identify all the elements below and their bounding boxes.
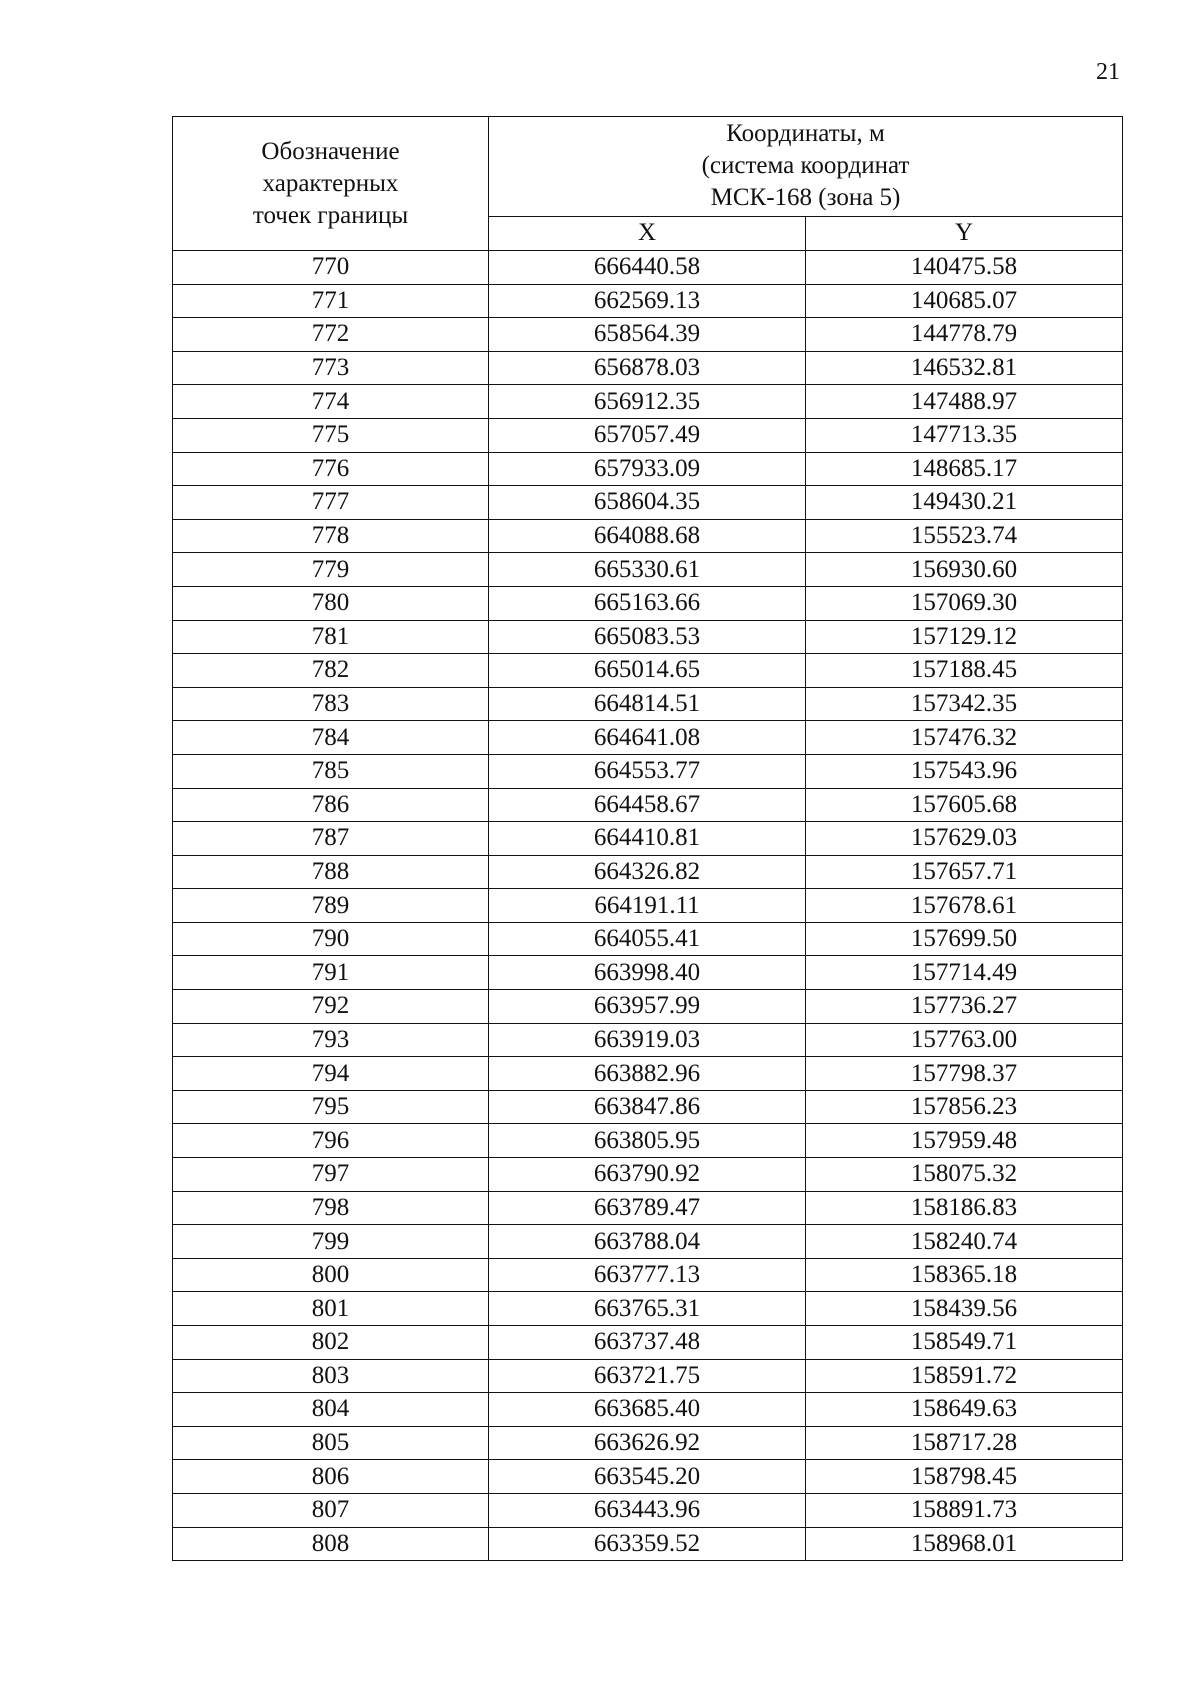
y-value-cell: 157069.30 (806, 586, 1123, 620)
header-y: Y (806, 216, 1123, 250)
page-number: 21 (1096, 59, 1120, 85)
y-value-cell: 158075.32 (806, 1158, 1123, 1192)
header-point-line-2: характерных (262, 169, 399, 197)
y-value-cell: 157342.35 (806, 687, 1123, 721)
y-value-cell: 158649.63 (806, 1393, 1123, 1427)
y-value-cell: 157188.45 (806, 654, 1123, 688)
table-row (173, 1191, 1123, 1225)
table-row (173, 1393, 1123, 1427)
x-value-cell: 663721.75 (489, 1359, 806, 1393)
point-id-cell: 790 (173, 922, 489, 956)
x-value-cell: 664458.67 (489, 788, 806, 822)
table-row (173, 1426, 1123, 1460)
header-point-line-1: Обозначение (261, 137, 400, 165)
point-id-cell: 774 (173, 385, 489, 419)
point-id-cell: 799 (173, 1225, 489, 1259)
point-id-cell: 798 (173, 1191, 489, 1225)
x-value-cell: 665083.53 (489, 620, 806, 654)
point-id-cell: 808 (173, 1527, 489, 1561)
table-row (173, 822, 1123, 856)
table-row (173, 553, 1123, 587)
y-value-cell: 157959.48 (806, 1124, 1123, 1158)
y-value-cell: 157605.68 (806, 788, 1123, 822)
table-row (173, 1090, 1123, 1124)
y-value-cell: 149430.21 (806, 486, 1123, 520)
y-value-cell: 157678.61 (806, 889, 1123, 923)
table-row (173, 687, 1123, 721)
y-value-cell: 146532.81 (806, 351, 1123, 385)
x-value-cell: 666440.58 (489, 251, 806, 285)
x-value-cell: 665163.66 (489, 586, 806, 620)
x-value-cell: 663788.04 (489, 1225, 806, 1259)
y-value-cell: 158717.28 (806, 1426, 1123, 1460)
point-id-cell: 807 (173, 1493, 489, 1527)
x-value-cell: 663957.99 (489, 990, 806, 1024)
point-id-cell: 789 (173, 889, 489, 923)
y-value-cell: 147713.35 (806, 418, 1123, 452)
y-value-cell: 140685.07 (806, 284, 1123, 318)
x-value-cell: 663737.48 (489, 1326, 806, 1360)
x-value-cell: 663626.92 (489, 1426, 806, 1460)
x-value-cell: 663805.95 (489, 1124, 806, 1158)
x-value-cell: 664055.41 (489, 922, 806, 956)
table-row (173, 1225, 1123, 1259)
x-value-cell: 664088.68 (489, 519, 806, 553)
x-value-cell: 663443.96 (489, 1493, 806, 1527)
x-value-cell: 662569.13 (489, 284, 806, 318)
table-row (173, 1359, 1123, 1393)
y-value-cell: 157476.32 (806, 721, 1123, 755)
table-row (173, 990, 1123, 1024)
point-id-cell: 780 (173, 586, 489, 620)
point-id-cell: 805 (173, 1426, 489, 1460)
header-point-line-3: точек границы (252, 201, 409, 229)
point-id-cell: 796 (173, 1124, 489, 1158)
y-value-cell: 157714.49 (806, 956, 1123, 990)
table-row (173, 1493, 1123, 1527)
y-value-cell: 157129.12 (806, 620, 1123, 654)
point-id-cell: 771 (173, 284, 489, 318)
x-value-cell: 657057.49 (489, 418, 806, 452)
y-value-cell: 158365.18 (806, 1258, 1123, 1292)
table-body (173, 251, 1123, 1561)
table-row (173, 620, 1123, 654)
point-id-cell: 802 (173, 1326, 489, 1360)
x-value-cell: 663765.31 (489, 1292, 806, 1326)
table-row (173, 1258, 1123, 1292)
x-value-cell: 663777.13 (489, 1258, 806, 1292)
point-id-cell: 786 (173, 788, 489, 822)
y-value-cell: 157699.50 (806, 922, 1123, 956)
point-id-cell: 804 (173, 1393, 489, 1427)
point-id-cell: 784 (173, 721, 489, 755)
x-value-cell: 663545.20 (489, 1460, 806, 1494)
table-row (173, 486, 1123, 520)
table-row (173, 721, 1123, 755)
point-id-cell: 777 (173, 486, 489, 520)
y-value-cell: 156930.60 (806, 553, 1123, 587)
y-value-cell: 148685.17 (806, 452, 1123, 486)
table-row (173, 251, 1123, 285)
point-id-cell: 795 (173, 1090, 489, 1124)
x-value-cell: 658564.39 (489, 318, 806, 352)
y-value-cell: 157543.96 (806, 754, 1123, 788)
x-value-cell: 664326.82 (489, 855, 806, 889)
table-row (173, 1124, 1123, 1158)
table-row (173, 1527, 1123, 1561)
table-row (173, 284, 1123, 318)
header-coords-line-1: Координаты, м (726, 120, 885, 148)
x-value-cell: 665330.61 (489, 553, 806, 587)
y-value-cell: 158186.83 (806, 1191, 1123, 1225)
y-value-cell: 158549.71 (806, 1326, 1123, 1360)
x-value-cell: 664553.77 (489, 754, 806, 788)
x-value-cell: 663847.86 (489, 1090, 806, 1124)
y-value-cell: 147488.97 (806, 385, 1123, 419)
point-id-cell: 801 (173, 1292, 489, 1326)
header-point-designation (173, 117, 489, 251)
table-row (173, 1057, 1123, 1091)
table-row (173, 586, 1123, 620)
point-id-cell: 792 (173, 990, 489, 1024)
header-coords-line-3: МСК-168 (зона 5) (710, 184, 901, 212)
point-id-cell: 770 (173, 251, 489, 285)
table-row (173, 1326, 1123, 1360)
point-id-cell: 772 (173, 318, 489, 352)
y-value-cell: 144778.79 (806, 318, 1123, 352)
x-value-cell: 663685.40 (489, 1393, 806, 1427)
point-id-cell: 785 (173, 754, 489, 788)
table-row (173, 754, 1123, 788)
x-value-cell: 656878.03 (489, 351, 806, 385)
point-id-cell: 793 (173, 1023, 489, 1057)
x-value-cell: 665014.65 (489, 654, 806, 688)
table-row (173, 956, 1123, 990)
y-value-cell: 158591.72 (806, 1359, 1123, 1393)
point-id-cell: 800 (173, 1258, 489, 1292)
y-value-cell: 157763.00 (806, 1023, 1123, 1057)
point-id-cell: 791 (173, 956, 489, 990)
x-value-cell: 664641.08 (489, 721, 806, 755)
y-value-cell: 157629.03 (806, 822, 1123, 856)
point-id-cell: 806 (173, 1460, 489, 1494)
x-value-cell: 664814.51 (489, 687, 806, 721)
point-id-cell: 788 (173, 855, 489, 889)
y-value-cell: 157657.71 (806, 855, 1123, 889)
point-id-cell: 778 (173, 519, 489, 553)
y-value-cell: 157736.27 (806, 990, 1123, 1024)
table-row (173, 418, 1123, 452)
x-value-cell: 663998.40 (489, 956, 806, 990)
table-row (173, 452, 1123, 486)
table-row (173, 351, 1123, 385)
table-row (173, 1460, 1123, 1494)
point-id-cell: 775 (173, 418, 489, 452)
x-value-cell: 664410.81 (489, 822, 806, 856)
table-row (173, 1292, 1123, 1326)
y-value-cell: 158891.73 (806, 1493, 1123, 1527)
table-row (173, 922, 1123, 956)
table-row (173, 1023, 1123, 1057)
y-value-cell: 157856.23 (806, 1090, 1123, 1124)
table-row (173, 318, 1123, 352)
point-id-cell: 781 (173, 620, 489, 654)
x-value-cell: 663882.96 (489, 1057, 806, 1091)
x-value-cell: 663790.92 (489, 1158, 806, 1192)
point-id-cell: 782 (173, 654, 489, 688)
table-row (173, 385, 1123, 419)
table-row (173, 788, 1123, 822)
point-id-cell: 779 (173, 553, 489, 587)
table-row (173, 855, 1123, 889)
coordinates-table (172, 116, 1123, 1561)
header-x: X (489, 216, 806, 250)
x-value-cell: 664191.11 (489, 889, 806, 923)
x-value-cell: 663789.47 (489, 1191, 806, 1225)
header-coords-line-2: (система координат (701, 152, 910, 180)
point-id-cell: 803 (173, 1359, 489, 1393)
table-row (173, 519, 1123, 553)
x-value-cell: 663919.03 (489, 1023, 806, 1057)
y-value-cell: 158968.01 (806, 1527, 1123, 1561)
header-coordinates (489, 117, 1123, 217)
point-id-cell: 773 (173, 351, 489, 385)
x-value-cell: 658604.35 (489, 486, 806, 520)
y-value-cell: 158798.45 (806, 1460, 1123, 1494)
table-row (173, 1158, 1123, 1192)
point-id-cell: 787 (173, 822, 489, 856)
x-value-cell: 657933.09 (489, 452, 806, 486)
point-id-cell: 797 (173, 1158, 489, 1192)
x-value-cell: 663359.52 (489, 1527, 806, 1561)
y-value-cell: 158240.74 (806, 1225, 1123, 1259)
table-row (173, 654, 1123, 688)
table-row (173, 889, 1123, 923)
y-value-cell: 140475.58 (806, 251, 1123, 285)
point-id-cell: 783 (173, 687, 489, 721)
y-value-cell: 155523.74 (806, 519, 1123, 553)
point-id-cell: 794 (173, 1057, 489, 1091)
x-value-cell: 656912.35 (489, 385, 806, 419)
y-value-cell: 158439.56 (806, 1292, 1123, 1326)
point-id-cell: 776 (173, 452, 489, 486)
table-header (173, 117, 1123, 251)
y-value-cell: 157798.37 (806, 1057, 1123, 1091)
